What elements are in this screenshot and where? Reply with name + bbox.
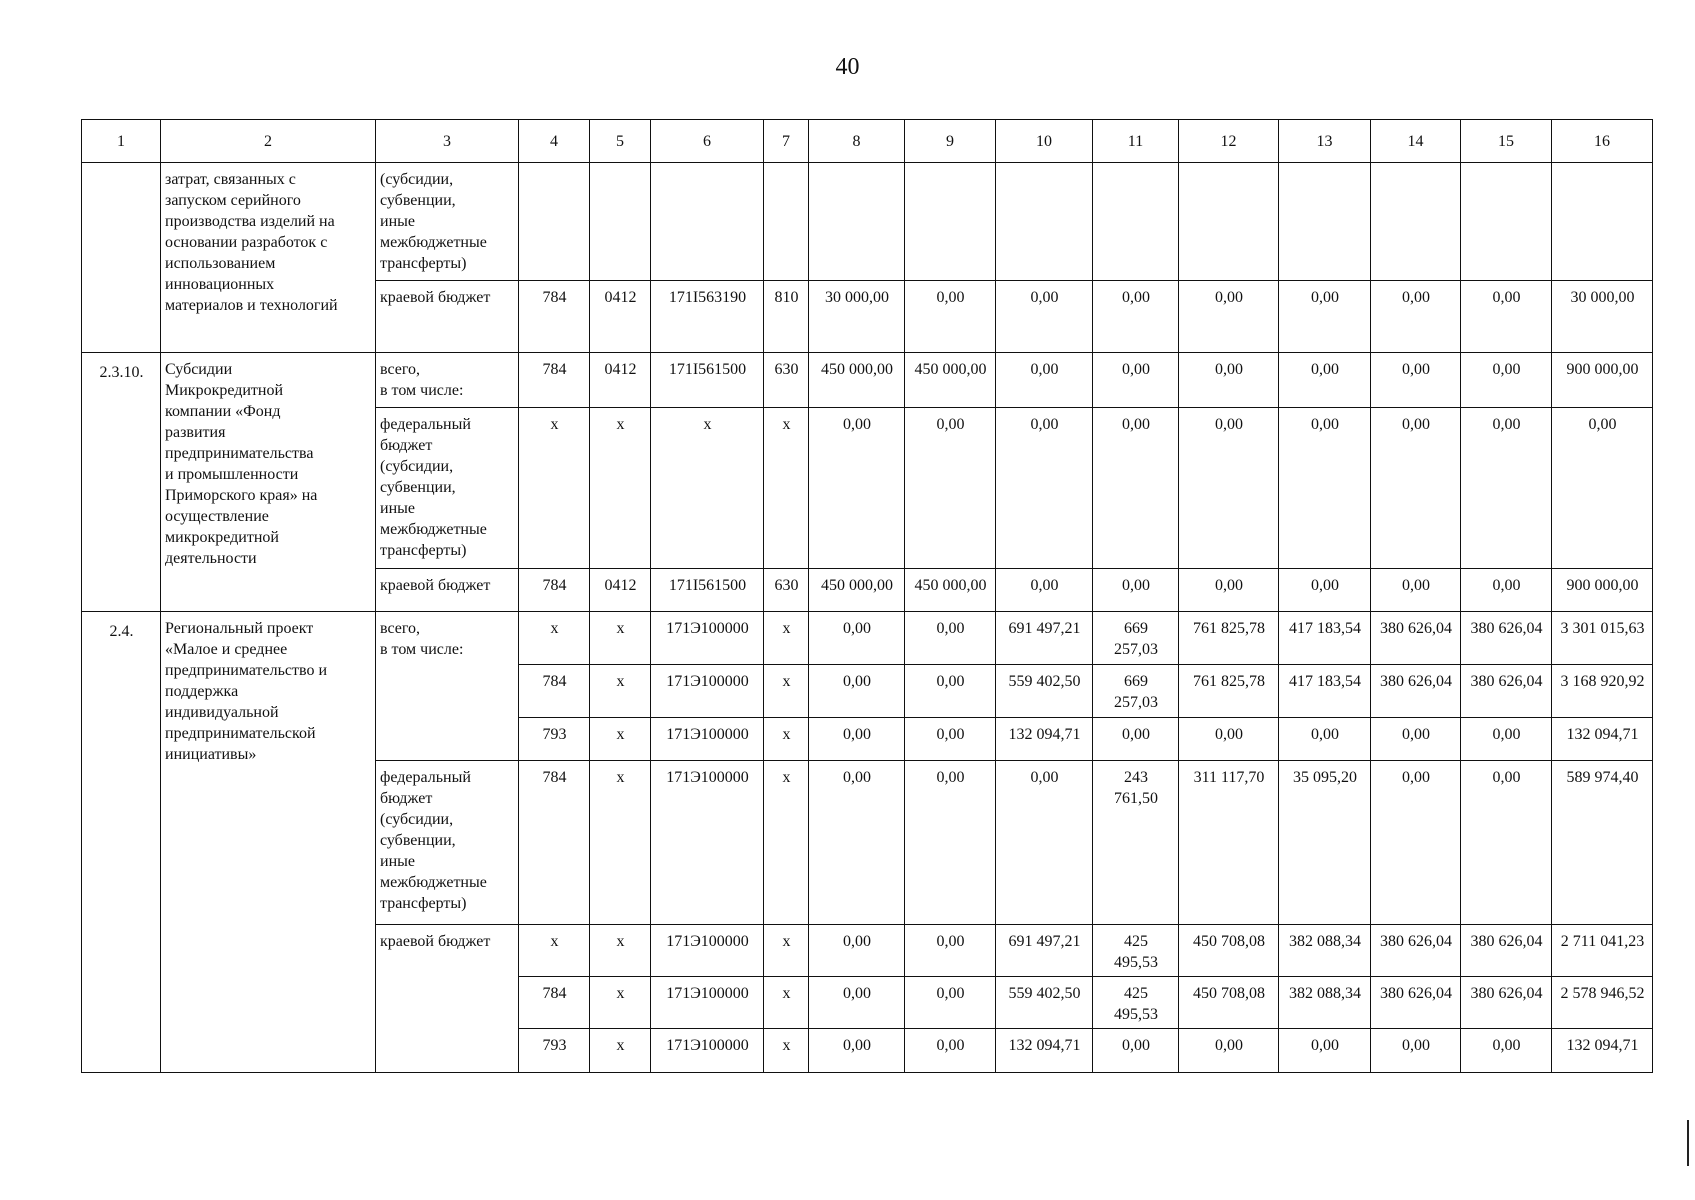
value-col-12: 761 825,78 [1179, 612, 1279, 665]
column-header-15: 15 [1461, 120, 1552, 163]
value-col-13 [1279, 163, 1371, 281]
value-col-10: 0,00 [996, 761, 1093, 925]
value-col-12: 450 708,08 [1179, 977, 1279, 1029]
column-header-6: 6 [651, 120, 764, 163]
value-col-7: x [764, 977, 809, 1029]
funding-source: всего, в том числе: [376, 612, 519, 761]
value-col-8: 0,00 [809, 761, 905, 925]
value-col-11: 0,00 [1093, 1029, 1179, 1073]
item-number: 2.4. [82, 612, 161, 1073]
value-col-8: 0,00 [809, 977, 905, 1029]
column-header-7: 7 [764, 120, 809, 163]
value-col-15: 380 626,04 [1461, 665, 1552, 718]
value-col-14: 0,00 [1371, 761, 1461, 925]
value-col-15: 0,00 [1461, 718, 1552, 761]
funding-source: краевой бюджет [376, 925, 519, 1073]
value-col-8: 0,00 [809, 1029, 905, 1073]
funding-source: всего, в том числе: [376, 353, 519, 408]
value-col-8: 0,00 [809, 408, 905, 569]
value-col-5: x [590, 718, 651, 761]
item-title: Региональный проект «Малое и среднее предпринимательство и поддержка индивидуальной предпринимательской инициативы» [161, 612, 376, 1073]
scan-edge-mark [1687, 1120, 1689, 1166]
value-col-11: 669 257,03 [1093, 665, 1179, 718]
value-col-8: 0,00 [809, 612, 905, 665]
value-col-5: 0412 [590, 569, 651, 612]
value-col-8: 450 000,00 [809, 353, 905, 408]
value-col-5: x [590, 612, 651, 665]
funding-source: краевой бюджет [376, 569, 519, 612]
value-col-15: 380 626,04 [1461, 925, 1552, 977]
value-col-14: 380 626,04 [1371, 977, 1461, 1029]
value-col-9: 0,00 [905, 977, 996, 1029]
value-col-10: 559 402,50 [996, 977, 1093, 1029]
value-col-7: x [764, 612, 809, 665]
column-header-2: 2 [161, 120, 376, 163]
value-col-14: 0,00 [1371, 1029, 1461, 1073]
value-col-16: 3 301 015,63 [1552, 612, 1653, 665]
value-col-16: 2 711 041,23 [1552, 925, 1653, 977]
value-col-11: 669 257,03 [1093, 612, 1179, 665]
value-col-12: 761 825,78 [1179, 665, 1279, 718]
value-col-5: x [590, 665, 651, 718]
value-col-4: 784 [519, 761, 590, 925]
value-col-8: 0,00 [809, 665, 905, 718]
value-col-6: 171Э100000 [651, 761, 764, 925]
value-col-12: 311 117,70 [1179, 761, 1279, 925]
item-title: затрат, связанных с запуском серийного производства изделий на основании разработок с использованием инновационных материалов и технологий [161, 163, 376, 353]
value-col-11: 0,00 [1093, 718, 1179, 761]
value-col-4: 793 [519, 1029, 590, 1073]
column-header-16: 16 [1552, 120, 1653, 163]
value-col-5: x [590, 761, 651, 925]
value-col-7: x [764, 718, 809, 761]
value-col-9: 0,00 [905, 761, 996, 925]
value-col-8: 30 000,00 [809, 281, 905, 353]
value-col-9: 0,00 [905, 665, 996, 718]
value-col-10: 0,00 [996, 353, 1093, 408]
value-col-7: x [764, 925, 809, 977]
value-col-15: 0,00 [1461, 1029, 1552, 1073]
value-col-4: 784 [519, 281, 590, 353]
value-col-14: 380 626,04 [1371, 925, 1461, 977]
value-col-4: x [519, 925, 590, 977]
value-col-11: 425 495,53 [1093, 977, 1179, 1029]
value-col-14: 0,00 [1371, 718, 1461, 761]
value-col-9: 450 000,00 [905, 353, 996, 408]
value-col-11: 243 761,50 [1093, 761, 1179, 925]
value-col-6: 171Э100000 [651, 925, 764, 977]
value-col-6: x [651, 408, 764, 569]
value-col-13: 0,00 [1279, 353, 1371, 408]
value-col-13: 0,00 [1279, 718, 1371, 761]
value-col-4: 784 [519, 665, 590, 718]
value-col-16 [1552, 163, 1653, 281]
value-col-6: 171Э100000 [651, 718, 764, 761]
value-col-14: 0,00 [1371, 281, 1461, 353]
value-col-6 [651, 163, 764, 281]
funding-source: федеральный бюджет (субсидии, субвенции, иные межбюджетные трансферты) [376, 408, 519, 569]
value-col-11: 0,00 [1093, 281, 1179, 353]
value-col-13: 382 088,34 [1279, 925, 1371, 977]
value-col-4: 784 [519, 353, 590, 408]
value-col-6: 171Э100000 [651, 612, 764, 665]
budget-table [81, 119, 1653, 1073]
value-col-10: 132 094,71 [996, 1029, 1093, 1073]
value-col-7: 630 [764, 353, 809, 408]
value-col-13: 382 088,34 [1279, 977, 1371, 1029]
value-col-12: 0,00 [1179, 353, 1279, 408]
value-col-6: 171Э100000 [651, 977, 764, 1029]
value-col-11 [1093, 163, 1179, 281]
value-col-14: 0,00 [1371, 353, 1461, 408]
value-col-16: 132 094,71 [1552, 718, 1653, 761]
value-col-11: 425 495,53 [1093, 925, 1179, 977]
value-col-16: 30 000,00 [1552, 281, 1653, 353]
value-col-7: x [764, 665, 809, 718]
value-col-12: 0,00 [1179, 1029, 1279, 1073]
value-col-6: 171I561500 [651, 569, 764, 612]
column-header-13: 13 [1279, 120, 1371, 163]
value-col-10: 0,00 [996, 408, 1093, 569]
value-col-10: 0,00 [996, 569, 1093, 612]
value-col-15: 0,00 [1461, 761, 1552, 925]
value-col-14: 0,00 [1371, 569, 1461, 612]
value-col-11: 0,00 [1093, 569, 1179, 612]
value-col-9: 0,00 [905, 281, 996, 353]
value-col-15 [1461, 163, 1552, 281]
value-col-9: 450 000,00 [905, 569, 996, 612]
value-col-5: x [590, 925, 651, 977]
value-col-6: 171Э100000 [651, 1029, 764, 1073]
value-col-7 [764, 163, 809, 281]
item-title: Субсидии Микрокредитной компании «Фонд развития предпринимательства и промышленности Приморского края» на осуществление микрокредитной деятельности [161, 353, 376, 612]
value-col-15: 380 626,04 [1461, 977, 1552, 1029]
page-number: 40 [835, 54, 860, 80]
value-col-7: x [764, 408, 809, 569]
value-col-12: 0,00 [1179, 408, 1279, 569]
value-col-7: x [764, 761, 809, 925]
value-col-9: 0,00 [905, 408, 996, 569]
value-col-8: 0,00 [809, 925, 905, 977]
funding-source: федеральный бюджет (субсидии, субвенции, иные межбюджетные трансферты) [376, 761, 519, 925]
funding-source: (субсидии, субвенции, иные межбюджетные трансферты) [376, 163, 519, 281]
value-col-15: 0,00 [1461, 408, 1552, 569]
value-col-14: 380 626,04 [1371, 665, 1461, 718]
value-col-4: x [519, 612, 590, 665]
value-col-9: 0,00 [905, 612, 996, 665]
value-col-6: 171I561500 [651, 353, 764, 408]
value-col-9: 0,00 [905, 925, 996, 977]
value-col-11: 0,00 [1093, 353, 1179, 408]
table-row [82, 612, 1653, 665]
value-col-10: 691 497,21 [996, 925, 1093, 977]
value-col-10: 132 094,71 [996, 718, 1093, 761]
value-col-14 [1371, 163, 1461, 281]
value-col-11: 0,00 [1093, 408, 1179, 569]
value-col-10: 0,00 [996, 281, 1093, 353]
value-col-16: 589 974,40 [1552, 761, 1653, 925]
value-col-16: 3 168 920,92 [1552, 665, 1653, 718]
column-header-8: 8 [809, 120, 905, 163]
value-col-12: 0,00 [1179, 569, 1279, 612]
value-col-13: 0,00 [1279, 408, 1371, 569]
value-col-16: 900 000,00 [1552, 353, 1653, 408]
value-col-6: 171I563190 [651, 281, 764, 353]
value-col-12: 450 708,08 [1179, 925, 1279, 977]
value-col-15: 0,00 [1461, 569, 1552, 612]
value-col-14: 0,00 [1371, 408, 1461, 569]
value-col-5 [590, 163, 651, 281]
funding-source: краевой бюджет [376, 281, 519, 353]
item-number [82, 163, 161, 353]
value-col-10 [996, 163, 1093, 281]
column-header-3: 3 [376, 120, 519, 163]
table-row [82, 353, 1653, 408]
value-col-16: 132 094,71 [1552, 1029, 1653, 1073]
value-col-5: x [590, 1029, 651, 1073]
value-col-9 [905, 163, 996, 281]
value-col-4: 784 [519, 977, 590, 1029]
value-col-13: 417 183,54 [1279, 665, 1371, 718]
value-col-13: 0,00 [1279, 569, 1371, 612]
value-col-5: 0412 [590, 281, 651, 353]
value-col-7: 630 [764, 569, 809, 612]
column-header-9: 9 [905, 120, 996, 163]
column-header-4: 4 [519, 120, 590, 163]
value-col-13: 0,00 [1279, 1029, 1371, 1073]
value-col-13: 35 095,20 [1279, 761, 1371, 925]
value-col-14: 380 626,04 [1371, 612, 1461, 665]
value-col-12: 0,00 [1179, 718, 1279, 761]
value-col-13: 0,00 [1279, 281, 1371, 353]
value-col-6: 171Э100000 [651, 665, 764, 718]
column-header-11: 11 [1093, 120, 1179, 163]
column-header-12: 12 [1179, 120, 1279, 163]
value-col-15: 380 626,04 [1461, 612, 1552, 665]
value-col-12 [1179, 163, 1279, 281]
value-col-4: x [519, 408, 590, 569]
column-header-5: 5 [590, 120, 651, 163]
value-col-4: 793 [519, 718, 590, 761]
value-col-7: x [764, 1029, 809, 1073]
column-header-10: 10 [996, 120, 1093, 163]
header-row [82, 120, 1653, 163]
value-col-4 [519, 163, 590, 281]
value-col-8 [809, 163, 905, 281]
value-col-8: 0,00 [809, 718, 905, 761]
value-col-15: 0,00 [1461, 281, 1552, 353]
value-col-5: 0412 [590, 353, 651, 408]
column-header-14: 14 [1371, 120, 1461, 163]
value-col-10: 559 402,50 [996, 665, 1093, 718]
value-col-16: 0,00 [1552, 408, 1653, 569]
value-col-13: 417 183,54 [1279, 612, 1371, 665]
value-col-4: 784 [519, 569, 590, 612]
table-row [82, 163, 1653, 281]
value-col-7: 810 [764, 281, 809, 353]
item-number: 2.3.10. [82, 353, 161, 612]
value-col-9: 0,00 [905, 1029, 996, 1073]
value-col-15: 0,00 [1461, 353, 1552, 408]
value-col-8: 450 000,00 [809, 569, 905, 612]
value-col-12: 0,00 [1179, 281, 1279, 353]
value-col-10: 691 497,21 [996, 612, 1093, 665]
value-col-5: x [590, 408, 651, 569]
value-col-16: 2 578 946,52 [1552, 977, 1653, 1029]
table-body [82, 120, 1653, 1073]
value-col-9: 0,00 [905, 718, 996, 761]
column-header-1: 1 [82, 120, 161, 163]
value-col-5: x [590, 977, 651, 1029]
value-col-16: 900 000,00 [1552, 569, 1653, 612]
